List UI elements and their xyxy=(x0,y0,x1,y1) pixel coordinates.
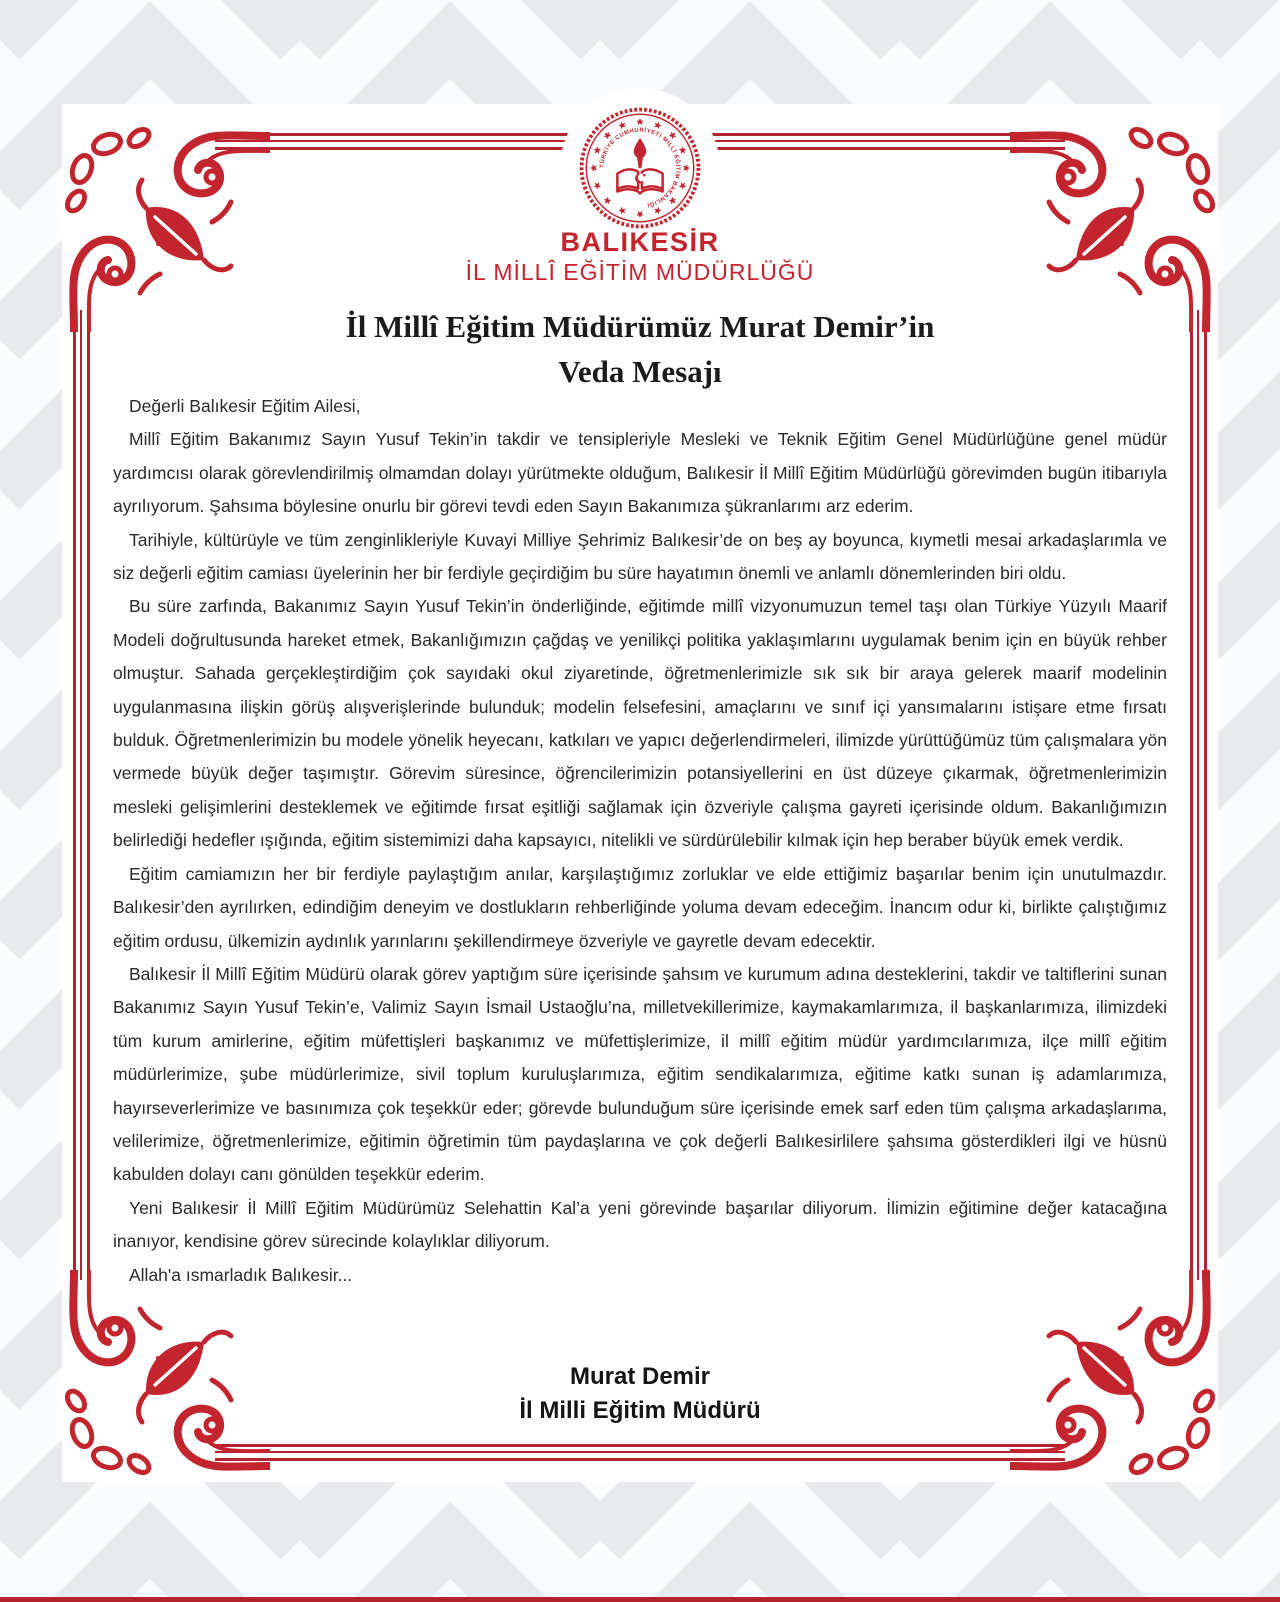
org-office: İL MİLLÎ EĞİTİM MÜDÜRLÜĞÜ xyxy=(465,259,815,285)
paragraph: Tarihiyle, kültürüyle ve tüm zenginlikleriyle Kuvayi Milliye Şehrimiz Balıkesir’de on beş ay boyunca, kıymetli mesai arkadaşlarımla ve siz değerli eğitim camiası üyelerinin her bir ferdiyle geçirdiğim bu süre hayatımın önemli ve anlamlı dönemlerinden biri oldu. xyxy=(113,529,1167,584)
paragraph: Eğitim camiamızın her bir ferdiyle paylaştığım anılar, karşılaştığımız zorluklar ve elde ettiğimiz başarılar benim için unutulmazdır. Balıkesir’den ayrılırken, edindiğim deneyim ve dostlukların rehberliğinde yoluma devam edeceğim. İnancım odur ki, birlikte çalıştığımız eğitim ordusu, ülkemizin aydınlık yarınlarını şekillendirmeye özveriyle ve gayretle devam edecektir. xyxy=(113,863,1167,951)
corner-flourish-bottom-left xyxy=(60,1270,270,1480)
corner-flourish-top-left xyxy=(60,122,270,332)
emblem-ring-text: TÜRKİYE CUMHURİYETİ MİLLÎ EĞİTİM BAKANLIĞI xyxy=(599,127,681,208)
bottom-edge-line xyxy=(0,1597,1280,1602)
paragraph: Yeni Balıkesir İl Millî Eğitim Müdürümüz Selehattin Kal’a yeni görevinde başarılar diliyorum. İlimizin eğitimine değer katacağına inanıyor, kendisine görev sürecinde kolaylıklar diliyorum. xyxy=(113,1197,1167,1252)
letter-title-line1: İl Millî Eğitim Müdürümüz Murat Demir’in xyxy=(345,309,935,344)
corner-flourish-top-right xyxy=(1010,122,1220,332)
paragraph-farewell: Allah'a ısmarladık Balıkesir... xyxy=(129,1264,353,1285)
letter-body xyxy=(113,390,1167,1292)
meb-ministry-emblem-icon xyxy=(574,102,706,234)
signature-name: Murat Demir xyxy=(569,1363,711,1390)
paragraph-salutation: Değerli Balıkesir Eğitim Ailesi, xyxy=(129,396,361,416)
letter-title-line2: Veda Mesajı xyxy=(558,354,722,389)
paragraph: Millî Eğitim Bakanımız Sayın Yusuf Tekin’in takdir ve tensipleriyle Mesleki ve Teknik Eğitim Genel Müdürlüğüne genel müdür yardımcısı olarak görevlendirilmiş olmamdan dolayı yürütmekte olduğum, Balıkesir İl Millî Eğitim Müdürlüğü görevimden bugün itibarıyla ayrılıyorum. Şahsıma böylesine onurlu bir görevi tevdi eden Sayın Bakanımıza şükranlarımı arz ederim. xyxy=(113,429,1167,517)
paragraph: Balıkesir İl Millî Eğitim Müdürü olarak görev yaptığım süre içerisinde şahsım ve kurumum adına desteklerini, takdir ve taltiflerini sunan Bakanımız Sayın Yusuf Tekin’e, Valimiz Sayın İsmail Ustaoğlu’na, milletvekillerimize, kaymakamlarımıza, il başkanlarımıza, ilimizdeki tüm kurum amirlerine, eğitim müfettişleri başkanımız ve müfettişlerimize, il millî eğitim müdür yardımcılarımıza, ilçe millî eğitim müdürlerimize, şube müdürlerimize, sivil toplum kuruluşlarımıza, eğitim sendikalarımıza, eğitime katkı sunan iş adamlarımıza, hayırseverlerimize ve basınımıza çok teşekkür eder; görevde bulunduğum süre içerisinde emek sarf eden tüm çalışma arkadaşlarıma, velilerimize, öğretmenlerimize, eğitimin öğretimin tüm paydaşlarına ve çok değerli Balıkesirlilere şahsıma gösterdikleri ilgi ve hüsnü kabulden dolayı canı gönülden teşekkür ederim. xyxy=(113,963,1167,1185)
org-city: BALIKESİR xyxy=(560,227,720,257)
emblem-torch-and-book xyxy=(617,138,662,194)
corner-flourish-bottom-right xyxy=(1010,1270,1220,1480)
paragraph: Bu süre zarfında, Bakanımız Sayın Yusuf Tekin’in önderliğinde, eğitimde millî vizyonumuzun temel taşı olan Türkiye Yüzyılı Maarif Modeli doğrultusunda hareket etmek, Bakanlığımızın çağdaş ve yenilikçi politika yaklaşımlarını uygulamak benim için en büyük rehber olmuştur. Sahada gerçekleştirdiğim çok sayıdaki okul ziyaretinde, öğretmenlerimizle sık sık bir araya gelerek maarif modelinin uygulanmasına ilişkin görüş alışverişlerinde bulunduk; modelin felsefesini, amaçlarını ve sınıf içi yansımalarını istişare etme fırsatı bulduk. Öğretmenlerimizin bu modele yönelik heyecanı, katkıları ve yapıcı değerlendirmeleri, ilimizde yürüttüğümüz tüm çalışmalara yön vermede büyük değer taşımıştır. Görevim süresince, öğrencilerimizin potansiyellerini en üst düzeye çıkarmak, öğretmenlerimizin mesleki gelişimlerini desteklemek ve eğitimde fırsat eşitliği sağlamak için özveriyle çalışma gayreti içerisinde oldum. Bakanlığımızın belirlediği hedefler ışığında, eğitim sistemimizi daha kapsayıcı, nitelikli ve sürdürülebilir kılmak için hep beraber büyük emek verdik. xyxy=(113,596,1167,851)
signature-role: İl Milli Eğitim Müdürü xyxy=(519,1397,761,1424)
